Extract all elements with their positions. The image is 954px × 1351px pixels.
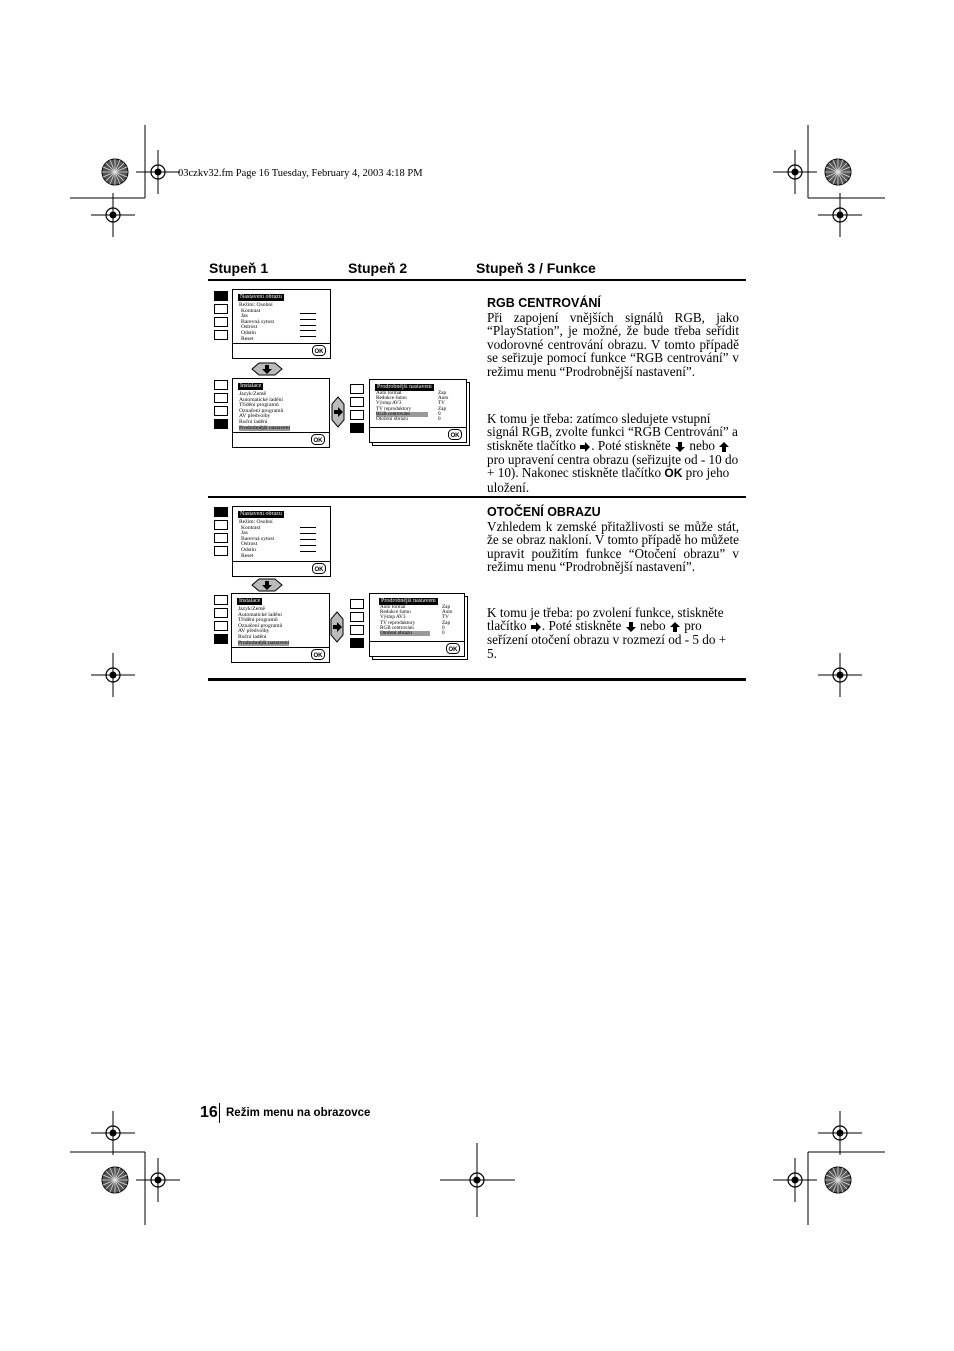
footer-divider: [219, 1103, 220, 1123]
menu-item: TV reproduktory Zap: [376, 405, 447, 412]
menu-item: Ostrost: [241, 324, 258, 331]
registration-cross-icon: [773, 1158, 817, 1202]
setup-tab-icon: [214, 419, 228, 429]
ok-button-icon: [311, 434, 325, 445]
menu-divider: [232, 647, 329, 648]
menu-divider: [233, 561, 330, 562]
detail-menu-title: Prodrobnější nastavení: [377, 384, 432, 390]
sound-tab-icon: [214, 393, 228, 403]
install-menu-screen: [232, 378, 330, 448]
sound-tab-icon: [350, 397, 364, 407]
setup-tab-icon: [214, 546, 228, 556]
registration-cross-icon: [91, 1111, 135, 1155]
menu-item-selected: Prodrobnější nastavení: [239, 424, 291, 431]
timer-tab-icon: [214, 621, 228, 631]
picture-tab-icon: [214, 595, 228, 605]
header-step2: Stupeň 2: [348, 260, 408, 276]
menu-item: Kontrast: [241, 307, 261, 314]
menu-item: Barevná sytost: [241, 535, 275, 542]
picture-menu-screen: [232, 506, 331, 577]
section1-para1: Při zapojení vnějších signálů RGB, jako “PlayStation”, je možné, že bude třeba seřídit vodorovné centrování obrazu. V tomto případě se seřizuje pomocí funkce “RGB centrování” v režimu menu “Prodrobnější nastavení”.: [487, 310, 739, 379]
menu-item: Redukce šumu Auto: [380, 609, 453, 616]
install-menu-title: Instalace: [240, 383, 262, 389]
header-rule: [208, 279, 746, 281]
registration-star-icon: [102, 1167, 128, 1193]
ok-label: OK: [313, 438, 323, 444]
menu-item: Reset: [241, 335, 254, 342]
install-menu-title: Instalace: [239, 598, 261, 604]
menu-item: Označení programů: [239, 407, 284, 414]
setup-tab-icon: [350, 638, 364, 648]
picture-tab-icon: [214, 380, 228, 390]
sound-tab-icon: [214, 520, 228, 530]
registration-cross-icon: [91, 193, 135, 237]
ok-button-icon: [448, 429, 462, 440]
menu-item: Označení programů: [238, 622, 283, 629]
section1-para2: K tomu je třeba: zatímco sledujete vstupní signál RGB, zvolte funkci “RGB Centrování” a stiskněte tlačítko . Poté stiskněte nebo pro upravení centra obrazu (seřizujte od - 10 do + 10). Nakonec stiskněte tlačítko OK pro jeho uložení.: [487, 411, 739, 495]
section-end-rule: [208, 678, 746, 681]
slider-bar: [300, 316, 316, 320]
menu-item: RGB centrování 0: [380, 624, 445, 631]
registration-star-icon: [102, 159, 128, 185]
setup-tab-icon: [350, 423, 364, 433]
menu-item: Výstup AV3 TV: [376, 400, 445, 407]
timer-tab-icon: [350, 625, 364, 635]
registration-star-icon: [825, 1167, 851, 1193]
slider-bar: [300, 333, 316, 337]
registration-cross-icon: [818, 1111, 862, 1155]
section2-para2: K tomu je třeba: po zvolení funkce, stiskněte tlačítko . Poté stiskněte nebo pro seřízení otočení obrazu v rozmezí od - 5 do + 5.: [487, 605, 727, 661]
menu-item: Auto formát Zap: [380, 604, 451, 610]
menu-item: Auto formát Zap: [376, 390, 447, 396]
picture-menu-title: Nastavení obrazu: [240, 511, 282, 517]
picture-tab-icon: [350, 599, 364, 609]
menu-item: Ostrost: [241, 541, 258, 548]
ok-button-icon: [311, 649, 325, 660]
right-key-icon: [330, 611, 344, 643]
menu-item: Výstup AV3 TV: [380, 614, 449, 621]
picture-tab-icon: [214, 507, 228, 517]
menu-item: Ruční ladění: [239, 418, 268, 425]
ok-label: OK: [450, 433, 460, 439]
menu-tabs: [214, 291, 228, 343]
menu-tabs: [350, 599, 364, 651]
menu-item: Třídění programů: [238, 617, 278, 624]
section1-title: RGB CENTROVÁNÍ: [487, 296, 601, 310]
timer-tab-icon: [214, 317, 228, 327]
menu-item: Jazyk/Země: [238, 606, 266, 612]
menu-divider: [370, 427, 466, 428]
registration-cross-icon: [773, 150, 817, 194]
install-menu-screen: [231, 593, 330, 663]
ok-label: OK: [448, 647, 458, 653]
menu-item-selected: RGB centrování 0: [376, 410, 441, 417]
ok-label: OK: [314, 349, 324, 355]
registration-cross-icon: [818, 653, 862, 697]
picture-menu-screen: [232, 289, 331, 359]
menu-item: Reset: [241, 552, 254, 559]
ok-button-icon: [312, 345, 326, 356]
footer-title: Režim menu na obrazovce: [226, 1107, 371, 1119]
slider-bar: [300, 322, 316, 326]
slider-bar: [300, 524, 316, 528]
menu-item: Jazyk/Země: [239, 391, 267, 397]
header-step1: Stupeň 1: [209, 260, 269, 276]
detail-menu-screen: [369, 379, 467, 443]
menu-divider: [370, 641, 464, 642]
ok-label: OK: [313, 653, 323, 659]
menu-item-selected: Otočení obrazu 0: [380, 630, 445, 637]
registration-cross-icon: [91, 653, 135, 697]
slider-bar: [300, 536, 316, 540]
menu-item: Odstín: [241, 329, 256, 336]
setup-tab-icon: [214, 330, 228, 340]
section2-para1: Vzhledem k zemské přitažlivosti se může stát, že se obraz nakloní. V tomto případě ho můžete upravit použitím funkce “Otočení obrazu” v režimu menu “Prodrobnější nastavení”.: [487, 519, 739, 575]
ok-button-icon: [446, 643, 460, 654]
picture-tab-icon: [350, 384, 364, 394]
header-step3: Stupeň 3 / Funkce: [476, 260, 596, 276]
slider-bar: [300, 327, 316, 331]
menu-item-selected: Prodrobnější nastavení: [238, 639, 290, 646]
down-key-icon: [251, 578, 283, 592]
menu-item: Otočení obrazu 0: [376, 416, 441, 423]
ok-button-icon: [312, 563, 326, 574]
down-key-icon: [251, 362, 283, 376]
timer-tab-icon: [214, 406, 228, 416]
slider-bar: [300, 310, 316, 314]
section-divider: [208, 496, 746, 498]
timer-tab-icon: [214, 533, 228, 543]
slider-bar: [300, 542, 316, 546]
menu-tabs: [350, 384, 364, 436]
right-key-icon: [331, 396, 345, 428]
sound-tab-icon: [214, 608, 228, 618]
menu-tabs: [214, 595, 228, 647]
registration-cross-icon: [818, 193, 862, 237]
setup-tab-icon: [214, 634, 228, 644]
menu-tabs: [214, 507, 228, 559]
slider-bar: [300, 530, 316, 534]
menu-item: Automatické ladění: [238, 611, 282, 618]
menu-item: Jas: [241, 530, 248, 537]
menu-divider: [233, 343, 330, 344]
ok-label: OK: [314, 567, 324, 573]
registration-cross-icon: [136, 1158, 180, 1202]
detail-menu-title: Prodrobnější nastavení: [381, 598, 436, 604]
sound-tab-icon: [350, 612, 364, 622]
menu-item: Barevná sytost: [241, 318, 275, 325]
menu-item: Jas: [241, 313, 248, 320]
picture-menu-title: Nastavení obrazu: [240, 294, 282, 300]
menu-item: AV předvolby: [238, 628, 270, 635]
detail-menu-screen: [369, 593, 465, 657]
picture-tab-icon: [214, 291, 228, 301]
menu-tabs: [214, 380, 228, 432]
section2-title: OTOČENÍ OBRAZU: [487, 505, 601, 519]
menu-item: Redukce šumu Auto: [376, 395, 449, 402]
menu-item: Ruční ladění: [238, 633, 267, 640]
registration-cross-icon: [136, 150, 180, 194]
timer-tab-icon: [350, 410, 364, 420]
file-info: 03czkv32.fm Page 16 Tuesday, February 4, 2003 4:18 PM: [178, 168, 423, 179]
menu-item: Režim: Osobní: [239, 519, 273, 525]
registration-star-icon: [825, 159, 851, 185]
menu-item: Kontrast: [241, 524, 261, 531]
slider-bar: [300, 548, 316, 552]
menu-item: Odstín: [241, 546, 256, 553]
sound-tab-icon: [214, 304, 228, 314]
menu-item: TV reproduktory Zap: [380, 619, 451, 626]
page-number: 16: [200, 1104, 218, 1121]
menu-item: Režim: Osobní: [239, 302, 273, 308]
menu-item: Třídění programů: [239, 402, 279, 409]
menu-divider: [233, 432, 329, 433]
menu-item: Automatické ladění: [239, 396, 283, 403]
menu-item: AV předvolby: [239, 413, 271, 420]
